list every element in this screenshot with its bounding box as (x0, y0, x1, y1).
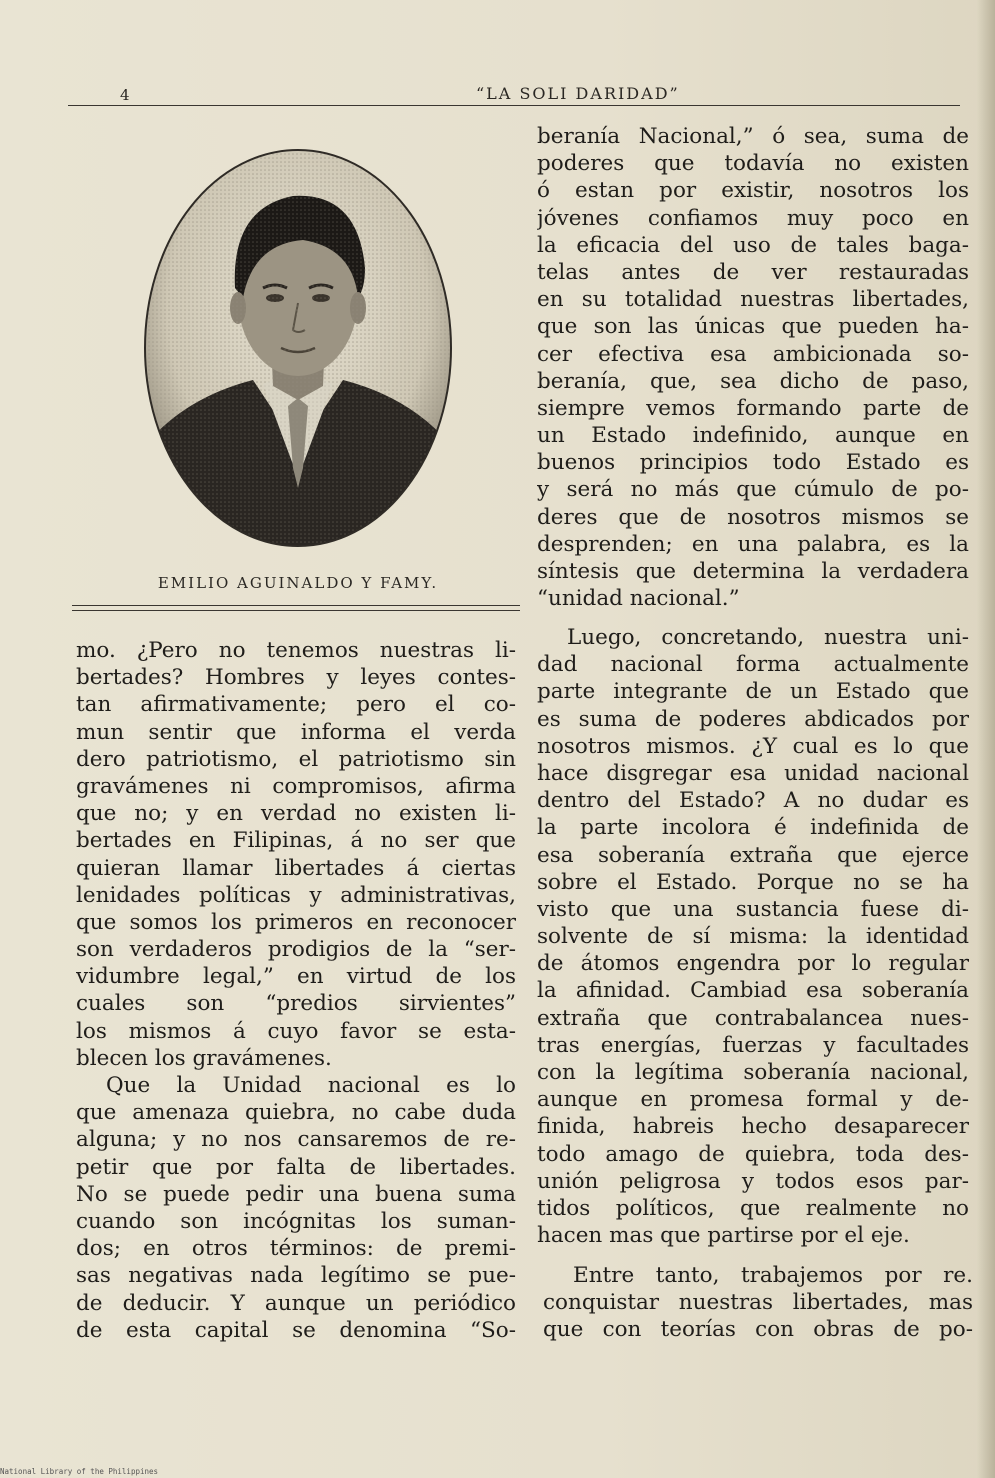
text-line: desprenden; en una palabra, es la (537, 531, 969, 557)
text-line: unión peligrosa y todos esos par- (537, 1168, 969, 1194)
text-line: de esta capital se denomina “So- (76, 1317, 516, 1343)
text-line: deres que de nosotros mismos se (537, 504, 969, 530)
text-line: hace disgregar esa unidad nacional (537, 760, 969, 786)
caption-rule (72, 605, 520, 611)
text-line: que somos los primeros en reconocer (76, 909, 516, 935)
right-column-paragraph-2 (537, 624, 969, 1249)
text-line: todo amago de quiebra, toda des- (537, 1141, 969, 1167)
text-line: dad nacional forma actualmente (537, 652, 969, 678)
text-line: blecen los gravámenes. (76, 1045, 332, 1071)
text-line: que amenaza quiebra, no cabe duda (76, 1100, 516, 1126)
page-edge-shadow (977, 0, 995, 1478)
text-line: gravámenes ni compromisos, afirma (76, 773, 516, 799)
text-line: telas antes de ver restauradas (537, 259, 969, 285)
text-line: nosotros mismos. ¿Y cual es lo que (537, 733, 969, 759)
text-line: tras energías, fuerzas y facultades (537, 1032, 969, 1058)
text-line: poderes que todavía no existen (537, 151, 969, 177)
text-line: cer efectiva esa ambicionada so- (537, 341, 969, 367)
page-number: 4 (120, 86, 130, 104)
text-line: siempre vemos formando parte de (537, 395, 969, 421)
text-line: cuales son “predios sirvientes” (76, 991, 516, 1017)
text-line: Entre tanto, trabajemos por re. (573, 1263, 973, 1288)
text-line: los mismos á cuyo favor se esta- (76, 1018, 516, 1044)
text-line: con la legítima soberanía nacional, (537, 1060, 969, 1085)
text-line: la afinidad. Cambiad esa soberanía (537, 978, 969, 1004)
text-line: jóvenes confiamos muy poco en (537, 205, 969, 231)
text-line: que son las únicas que pueden ha- (537, 314, 969, 340)
text-line: tidos políticos, que realmente no (537, 1195, 969, 1221)
right-column-paragraph-3 (543, 1262, 973, 1344)
text-line: petir que por falta de libertades. (76, 1154, 516, 1180)
text-line: extraña que contrabalancea nues- (537, 1005, 969, 1031)
text-line: Luego, concretando, nuestra uni- (567, 625, 969, 650)
text-line: de átomos engendra por lo regular (537, 951, 969, 977)
text-line: Que la Unidad nacional es lo (106, 1073, 516, 1098)
text-line: que no; y en verdad no existen li- (76, 801, 516, 827)
left-column (76, 637, 516, 1344)
text-line: ó estan por existir, nosotros los (537, 178, 969, 204)
text-line: tan afirmativamente; pero el co- (76, 692, 516, 718)
text-line: lenidades políticas y administrativas, (76, 882, 516, 908)
text-line: vidumbre legal,” en virtud de los (76, 964, 516, 990)
text-line: que con teorías con obras de po- (543, 1317, 973, 1343)
text-line: dero patriotismo, el patriotismo sin (76, 746, 516, 772)
text-line: sobre el Estado. Porque no se ha (537, 869, 969, 895)
text-line: de deducir. Y aunque un periódico (76, 1290, 516, 1316)
right-column-paragraph-1 (537, 123, 969, 612)
text-line: esa soberanía extraña que ejerce (537, 842, 969, 868)
text-line: quieran llamar libertades á ciertas (76, 855, 516, 881)
text-line: mun sentir que informa el verda (76, 719, 516, 745)
text-line: finida, habreis hecho desaparecer (537, 1114, 969, 1140)
text-line: cuando son incógnitas los suman- (76, 1208, 516, 1234)
text-line: dos; en otros términos: de premi- (76, 1236, 516, 1262)
portrait-photo (143, 148, 453, 548)
text-line: beranía Nacional,” ó sea, suma de (537, 124, 969, 149)
text-line: conquistar nuestras libertades, mas (543, 1290, 973, 1316)
text-line: un Estado indefinido, aunque en (537, 423, 969, 449)
text-line: parte integrante de un Estado que (537, 679, 969, 705)
text-line: bertades en Filipinas, á no ser que (76, 828, 516, 854)
text-line: y será no más que cúmulo de po- (537, 477, 969, 503)
text-line: sas negativas nada legítimo se pue- (76, 1263, 516, 1289)
text-line: “unidad nacional.” (537, 586, 740, 612)
photo-caption: EMILIO AGUINALDO Y FAMY. (157, 574, 439, 592)
text-line: bertades? Hombres y leyes contes- (76, 665, 516, 691)
text-line: alguna; y no nos cansaremos de re- (76, 1127, 516, 1153)
running-title: “LA SOLI DARIDAD” (476, 84, 680, 103)
page-header (68, 80, 958, 104)
text-line: la parte incolora é indefinida de (537, 815, 969, 841)
text-line: síntesis que determina la verdadera (537, 559, 969, 584)
text-line: es suma de poderes abdicados por (537, 706, 969, 732)
text-line: aunque en promesa formal y de- (537, 1087, 969, 1113)
text-line: No se puede pedir una buena suma (76, 1181, 516, 1207)
text-line: la eficacia del uso de tales baga- (537, 232, 969, 258)
text-line: solvente de sí misma: la identidad (537, 924, 969, 950)
text-line: dentro del Estado? A no dudar es (537, 788, 969, 814)
text-line: beranía, que, sea dicho de paso, (537, 368, 969, 394)
text-line: hacen mas que partirse por el eje. (537, 1223, 910, 1249)
text-line: visto que una sustancia fuese di- (537, 896, 969, 922)
header-rule (68, 105, 960, 106)
library-credit: National Library of the Philippines (0, 1467, 159, 1476)
text-line: en su totalidad nuestras libertades, (537, 287, 969, 313)
text-line: buenos principios todo Estado es (537, 450, 969, 476)
text-line: son verdaderos prodigios de la “ser- (76, 937, 516, 963)
text-line: mo. ¿Pero no tenemos nuestras li- (76, 638, 516, 663)
